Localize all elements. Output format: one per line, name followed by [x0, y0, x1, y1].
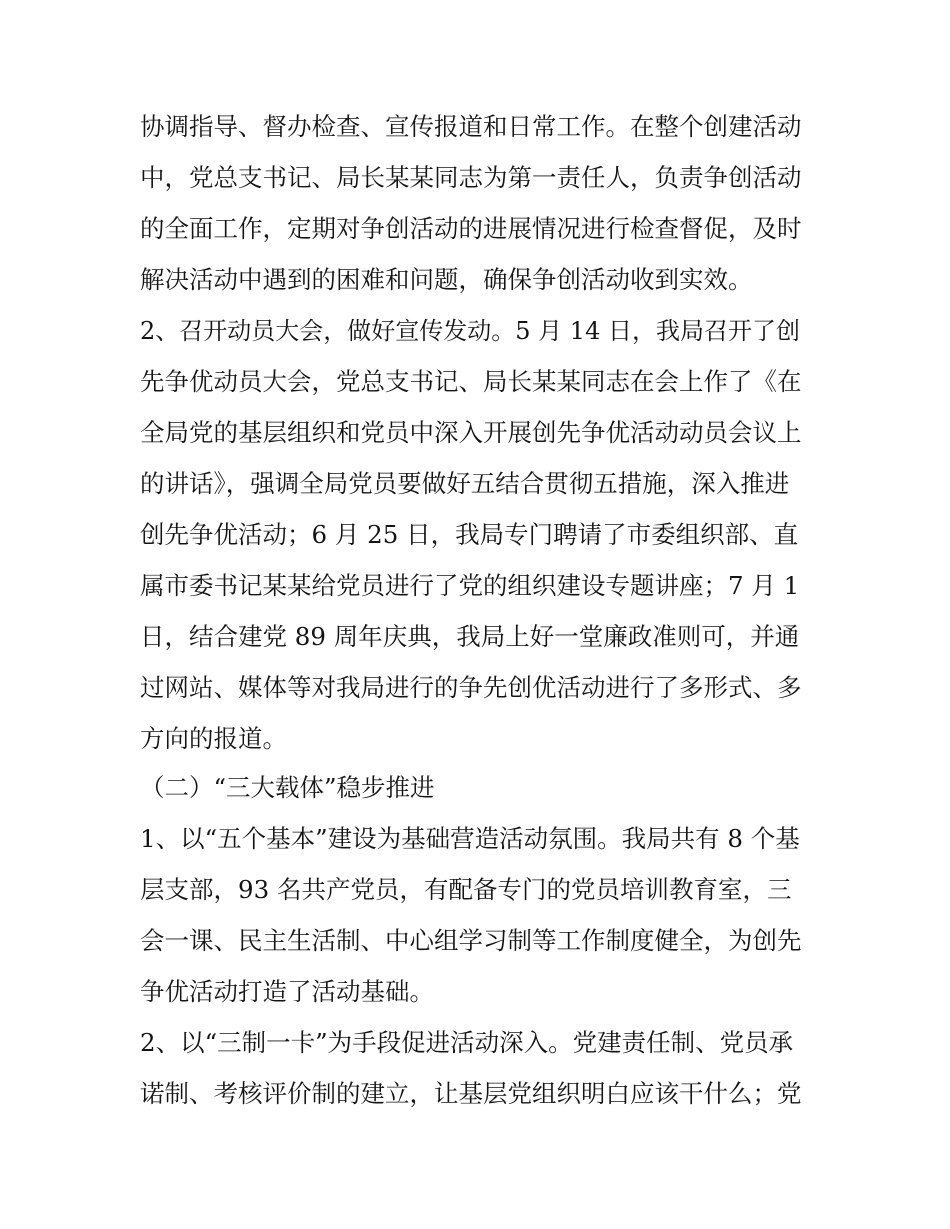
paragraph-line: 全局党的基层组织和党员中深入开展创先争优活动动员会议上 [140, 418, 802, 447]
paragraph-line: 中，党总支书记、局长某某同志为第一责任人，负责争创活动 [140, 163, 802, 192]
paragraph-line: 日，结合建党 89 周年庆典，我局上好一堂廉政准则可，并通 [140, 622, 800, 651]
paragraph-line: 诺制、考核评价制的建立，让基层党组织明白应该干什么；党 [140, 1079, 802, 1108]
paragraph-line: 解决活动中遇到的困难和问题，确保争创活动收到实效。 [140, 265, 753, 294]
paragraph-line: 2、召开动员大会，做好宣传发动。5 月 14 日，我局召开了创 [140, 317, 800, 345]
paragraph-line: 层支部，93 名共产党员，有配备专门的党员培训教育室，三 [140, 875, 792, 904]
paragraph-line: 先争优动员大会，党总支书记、局长某某同志在会上作了《在 [140, 367, 802, 396]
paragraph-line: 1、以“五个基本”建设为基础营造活动氛围。我局共有 8 个基 [140, 824, 800, 853]
paragraph-line: 的全面工作，定期对争创活动的进展情况进行检查督促，及时 [140, 214, 802, 243]
paragraph-line: 争优活动打造了活动基础。 [140, 977, 434, 1006]
section-heading: （二）“三大载体”稳步推进 [140, 773, 435, 802]
paragraph-line: 过网站、媒体等对我局进行的争先创优活动进行了多形式、多 [140, 673, 802, 702]
paragraph-line: 方向的报道。 [140, 724, 287, 753]
paragraph-line: 的讲话》，强调全局党员要做好五结合贯彻五措施，深入推进 [140, 469, 790, 498]
paragraph-line: 协调指导、督办检查、宣传报道和日常工作。在整个创建活动 [140, 112, 802, 141]
paragraph-line: 会一课、民主生活制、中心组学习制等工作制度健全，为创先 [140, 926, 802, 955]
paragraph-line: 创先争优活动；6 月 25 日，我局专门聘请了市委组织部、直 [140, 520, 799, 549]
paragraph-line: 属市委书记某某给党员进行了党的组织建设专题讲座；7 月 1 [140, 571, 800, 600]
paragraph-line: 2、以“三制一卡”为手段促进活动深入。党建责任制、党员承 [140, 1028, 794, 1057]
